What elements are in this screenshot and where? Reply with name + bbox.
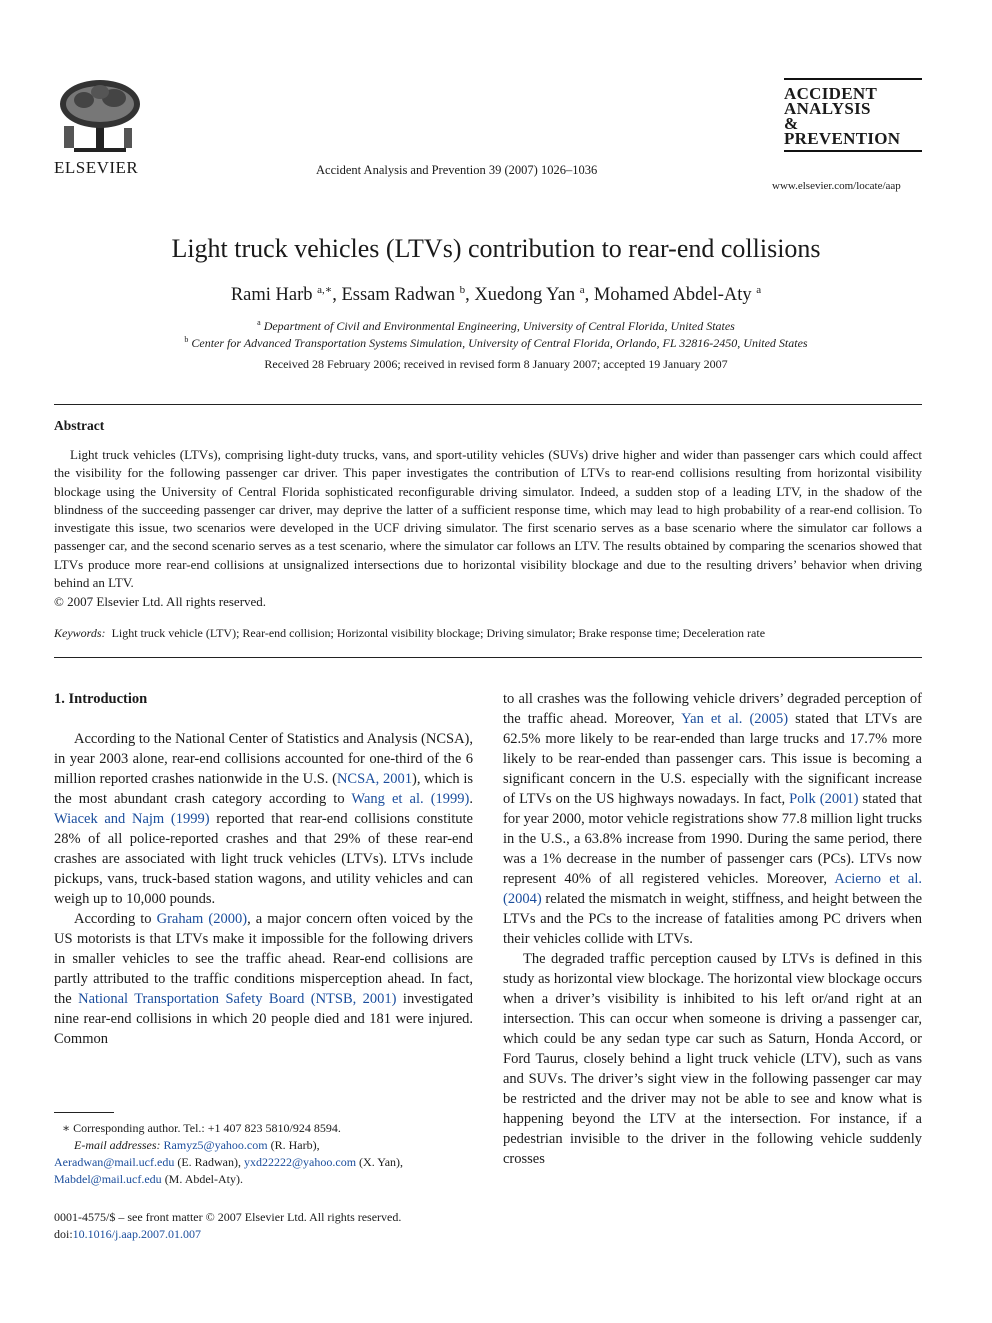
abstract-copyright: © 2007 Elsevier Ltd. All rights reserved. (54, 594, 267, 609)
affiliation-a (0, 318, 992, 334)
paragraph: to all crashes was the following vehicle drivers’ degraded perception of the traffic ahead. Moreover, Yan et al. (2005) stated that LTVs are 62.5% more likely to be rear-ended than large trucks and 17.7% more likely to be rear-ended than passenger cars. This issue is becoming a significant concern in the U.S. especially with the significant increase of LTVs on the US highways nowadays. In fact, Polk (2001) stated that for year 2000, motor vehicle registrations show 77.8 million light trucks in the U.S., a 63.8% increase from 1990. During the same period, there was a 1% decrease in the number of passenger cars (PCs). LTVs now represent 40% of all registered vehicles. Moreover, Acierno et al. (2004) related the mismatch in weight, stiffness, and height between the LTVs and the PCs to the increase of fatalities among PC drivers when their vehicles collide with LTVs. (503, 691, 923, 947)
footnote-mark: ∗ (62, 1121, 71, 1135)
front-matter (54, 1209, 401, 1243)
author-list: Rami Harb $^{a,∗}$, Essam Radwan $^b$, Xuedong Yan $^a$, Mohamed Abdel-Aty $^a$ (230, 284, 762, 306)
left-column (54, 729, 473, 1049)
keywords (54, 626, 765, 641)
affiliation-text: Department of Civil and Environmental Engineering, University of Central Florida, United States (263, 319, 735, 333)
article-title: Light truck vehicles (LTVs) contribution to rear-end collisions (171, 234, 821, 263)
author-mark[interactable]: b (459, 284, 466, 296)
affiliation-text: Center for Advanced Transportation Systems Simulation, University of Central Florida, Orlando, FL 32816-2450, United States (191, 336, 808, 350)
citation-link[interactable]: Graham (2000) (156, 911, 248, 927)
doi-label: doi: (54, 1227, 73, 1241)
elsevier-tree-icon (54, 78, 146, 156)
author-name: Rami Harb (230, 285, 313, 306)
paragraph: The degraded traffic perception caused by LTVs is defined in this study as horizontal view blockage. The horizontal view blockage occurs when a driver’s visibility is inhibited to his left or/and right at an intersection. This can occur when someone is driving a passenger car, which could be any sedan type car such as Saturn, Honda Accord, or Ford Taurus, closely behind a light truck vehicle (LTV), such as vans and SUVs. The driver’s sight view in the following passenger car may be restricted and the driver may not be able to see and know what is happening beyond the LTV at the intersection. For instance, if a pedestrian invisible to the driver in the following vehicle suddenly crosses (503, 951, 922, 1167)
author-mark[interactable]: a,∗ (317, 284, 333, 296)
journal-brand (784, 78, 922, 152)
elsevier-logo (54, 78, 146, 178)
journal-url[interactable]: www.elsevier.com/locate/aap (772, 180, 901, 192)
keywords-text: Light truck vehicle (LTV); Rear-end collision; Horizontal visibility blockage; Driving simulator; Brake response time; Deceleration rate (111, 626, 766, 640)
corresponding-author: Corresponding author. Tel.: +1 407 823 5810/924 8594. (73, 1121, 341, 1135)
keywords-label: Keywords: (54, 626, 106, 640)
citation-link[interactable]: National Transportation Safety Board (NTSB, 2001) (78, 991, 397, 1007)
brand-line-4: PREVENTION (784, 129, 901, 148)
footnote: ∗ Corresponding author. Tel.: +1 407 823 5810/924 8594. E-mail addresses: Ramyz5@yahoo.com (R. Harb), Aeradwan@mail.ucf.edu (E. Radwan), yxd22222@yahoo.com (X. Yan), Mabdel@mail.ucf.edu (M. Abdel-Aty). (54, 1121, 404, 1186)
abstract-text: Light truck vehicles (LTVs), comprising light-duty trucks, vans, and sport-utility vehicles (SUVs) drive higher and wider than passenger cars which could affect the visibility for the following passenger car driver. This paper investigates the contribution of LTVs to rear-end collisions resulting from horizontal visibility blockage using the University of Central Florida sophisticated reconfigurable driving simulator. Indeed, a sudden stop of a leading LTV, in the shadow of the blindness of the succeeding passenger car driver, may deprive the latter of a sufficient response time, which may lead to high probability of a rear-end collision. To investigate this issue, two scenarios were developed in the UCF driving simulator. The first scenario serves as a base scenario where the simulator car follows a passenger car, and the second scenario serves as a test scenario, where the simulator car follows an LTV. The results obtained by comparing the scenarios showed that LTVs produce more rear-end collisions at unsignalized intersections due to horizontal visibility blockage and due to the resulting drivers’ behavior when driving behind an LTV. (54, 447, 922, 591)
right-column (503, 689, 922, 1169)
brand-line-3: & (784, 114, 799, 133)
citation-link[interactable]: Wang et al. (1999) (351, 791, 470, 807)
email-link[interactable]: Ramyz5@yahoo.com (163, 1138, 268, 1152)
citation-link[interactable]: Polk (2001) (789, 791, 859, 807)
issn-line: 0001-4575/$ – see front matter © 2007 Elsevier Ltd. All rights reserved. (54, 1210, 402, 1224)
affiliation-mark: b (184, 335, 189, 344)
section-heading: 1. Introduction (54, 691, 148, 707)
author-mark[interactable]: a (756, 284, 762, 296)
journal-citation: Accident Analysis and Prevention 39 (2007) 1026–1036 (316, 163, 598, 177)
brand-rule-bottom (784, 150, 922, 152)
paragraph: According to the National Center of Statistics and Analysis (NCSA), in year 2003 alone, rear-end collisions accounted for one-third of the 6 million reported crashes nationwide in the U.S. (NCSA, 2001), which is the most abundant crash category according to Wang et al. (1999). Wiacek and Najm (1999) reported that rear-end collisions constitute 28% of all police-reported crashes and that 29% of these rear-end crashes are associated with light truck vehicles (LTVs). LTVs include pickups, vans, truck-based station wagons, and utility vehicles and can weigh up to 10,000 pounds. (54, 731, 473, 907)
email-link[interactable]: yxd22222@yahoo.com (244, 1155, 357, 1169)
email-label: E-mail addresses: (74, 1138, 161, 1152)
author-name: Xuedong Yan (474, 285, 576, 306)
divider-top (54, 404, 922, 405)
brand-line-1: ACCIDENT (784, 84, 878, 103)
citation-link[interactable]: Wiacek and Najm (1999) (54, 811, 210, 827)
divider-bottom (54, 657, 922, 658)
author-name: Mohamed Abdel-Aty (593, 285, 752, 306)
citation-link[interactable]: Yan et al. (2005) (681, 711, 789, 727)
author-mark[interactable]: a (579, 284, 585, 296)
received-dates: Received 28 February 2006; received in revised form 8 January 2007; accepted 19 January 2007 (264, 357, 728, 371)
abstract-heading: Abstract (54, 418, 105, 433)
brand-rule-top (784, 78, 922, 80)
email-link[interactable]: Mabdel@mail.ucf.edu (54, 1172, 162, 1186)
affiliation-mark: a (257, 318, 261, 327)
paragraph: According to Graham (2000), a major concern often voiced by the US motorists is that LTVs make it impossible for the following drivers in smaller vehicles to see the traffic ahead. Rear-end collisions are partly attributed to the traffic conditions misperception ahead. In fact, the National Transportation Safety Board (NTSB, 2001) investigated nine rear-end collisions in which 20 people died and 181 were injured. Common (54, 911, 473, 1047)
citation-link[interactable]: Acierno et al. (2004) (503, 871, 922, 907)
citation-link[interactable]: NCSA, 2001 (336, 771, 412, 787)
publisher-name: ELSEVIER (54, 158, 139, 177)
author-name: Essam Radwan (341, 285, 456, 306)
email-link[interactable]: Aeradwan@mail.ucf.edu (54, 1155, 175, 1169)
footnote-rule (54, 1112, 114, 1113)
brand-line-2: ANALYSIS (784, 99, 871, 118)
affiliation-b (0, 335, 992, 351)
doi-link[interactable]: 10.1016/j.aap.2007.01.007 (72, 1227, 201, 1241)
